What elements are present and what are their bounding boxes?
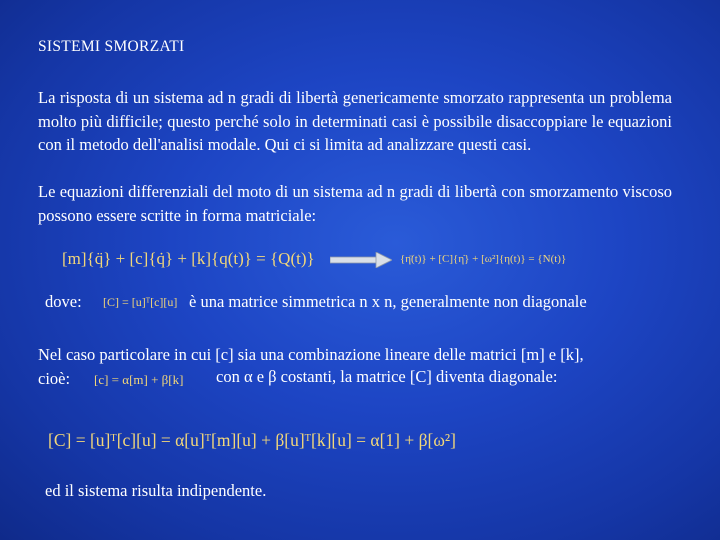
intro-paragraph: La risposta di un sistema ad n gradi di libertà genericamente smorzato rappresenta un problema molto più difficile; questo perché solo in determinati casi è possibile disaccoppiare le equazioni con il metodo dell'analisi modale. Qui ci si limita ad analizzare questi casi. [38, 88, 672, 154]
matrix-C-definition: [C] = [u]ᵀ[c][u] [103, 295, 178, 309]
conclusion-text: ed il sistema risulta indipendente. [45, 481, 267, 500]
equation-of-motion: [m]{q̈} + [c]{q̇} + [k]{q(t)} = {Q(t)} [62, 249, 315, 268]
dove-label: dove: [45, 292, 82, 311]
matrix-C-description: è una matrice simmetrica n x n, generalmente non diagonale [189, 292, 587, 311]
constants-text: con α e β costanti, la matrice [C] diventa diagonale: [216, 367, 558, 386]
modal-equation: {η̈(t)} + [C]{η̇} + [ω²]{η(t)} = {N(t)} [400, 253, 567, 265]
right-arrow-icon [330, 252, 392, 268]
special-case-line-2: cioè: [38, 369, 71, 388]
diagonal-C-equation: [C] = [u]ᵀ[c][u] = α[u]ᵀ[m][u] + β[u]ᵀ[k][u] = α[1] + β[ω²] [48, 430, 456, 450]
equations-paragraph: Le equazioni differenziali del moto di un sistema ad n gradi di libertà con smorzamento viscoso possono essere scritte in forma matriciale: [38, 182, 672, 225]
linear-combination-equation: [c] = α[m] + β[k] [94, 372, 184, 387]
slide-title: SISTEMI SMORZATI [38, 38, 185, 55]
special-case-line-1: Nel caso particolare in cui [c] sia una combinazione lineare delle matrici [m] e [k], [38, 345, 584, 364]
